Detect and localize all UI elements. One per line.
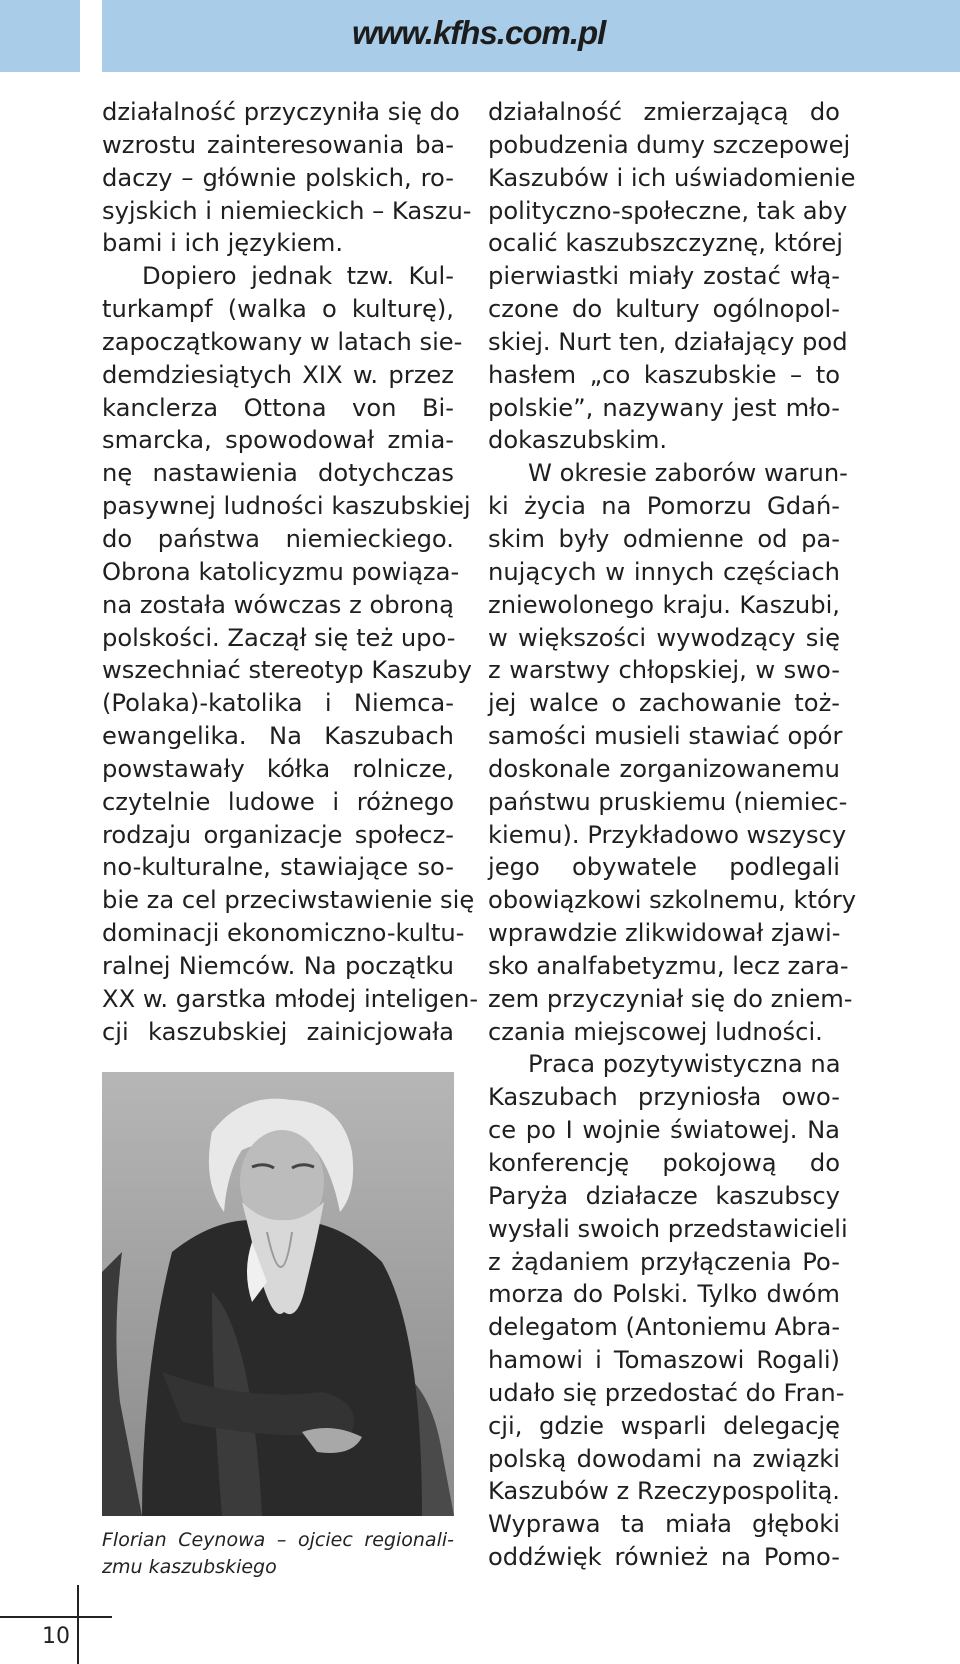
text-line: jego obywatele podlegali	[488, 853, 840, 882]
text-line: ocalić kaszubszczyznę, której	[488, 229, 843, 258]
text-line: na została wówczas z obroną	[102, 590, 454, 619]
text-line: hasłem „co kaszubskie – to	[488, 360, 840, 389]
text-line: obowiązkowi szkolnemu, który	[488, 886, 857, 915]
text-line: nę nastawienia dotychczas	[102, 459, 454, 488]
text-line: polityczno-społeczne, tak aby	[488, 196, 848, 225]
text-line: no-kulturalne, stawiające so-	[102, 853, 454, 882]
text-line: pierwiastki miały zostać włą-	[488, 262, 840, 291]
text-line: Obrona katolicyzmu powiąza-	[102, 557, 460, 586]
text-line: ralnej Niemców. Na początku	[102, 951, 454, 980]
header-left-band	[0, 0, 80, 72]
text-line: czania miejscowej ludności.	[488, 1017, 823, 1046]
caption-line: zmu kaszubskiego	[102, 1556, 277, 1578]
text-line: zapoczątkowany w latach sie-	[102, 327, 463, 356]
text-line: Kaszubów i ich uświadomienie	[488, 163, 856, 192]
text-line: morza do Polski. Tylko dwóm	[488, 1280, 840, 1309]
portrait-illustration	[102, 1072, 454, 1516]
text-line: dokaszubskim.	[488, 426, 668, 455]
text-line: kiemu). Przykładowo wszyscy	[488, 820, 847, 849]
header-url: www.kfhs.com.pl	[352, 14, 606, 51]
text-line: polskie”, nazywany jest mło-	[488, 393, 840, 422]
text-line: turkampf (walka o kulturę),	[102, 295, 454, 324]
text-line: Kaszubach przyniosła owo-	[488, 1083, 840, 1112]
text-line: polskości. Zaczął się też upo-	[102, 623, 456, 652]
text-line: w większości wywodzący się	[488, 623, 840, 652]
text-line: działalność przyczyniła się do	[102, 98, 460, 126]
text-line: wysłali swoich przedstawicieli	[488, 1214, 848, 1243]
text-line: rodzaju organizacje społecz-	[102, 820, 454, 849]
text-line: czone do kultury ogólnopol-	[488, 295, 840, 324]
text-line: pobudzenia dumy szczepowej	[488, 130, 851, 159]
text-line: ewangelika. Na Kaszubach	[102, 722, 454, 751]
text-line: bie za cel przeciwstawienie się	[102, 886, 475, 915]
text-line: wszechniać stereotyp Kaszuby	[102, 656, 472, 685]
text-line: W okresie zaborów warun-	[528, 459, 848, 488]
text-line: oddźwięk również na Pomo-	[488, 1543, 840, 1572]
text-line: powstawały kółka rolnicze,	[102, 754, 454, 783]
text-line: z warstwy chłopskiej, w swo-	[488, 656, 840, 685]
text-line: delegatom (Antoniemu Abra-	[488, 1313, 841, 1342]
text-line: działalność zmierzającą do	[488, 98, 840, 126]
text-line: Dopiero jednak tzw. Kul-	[142, 262, 454, 291]
text-line: hamowi i Tomaszowi Rogali)	[488, 1346, 840, 1375]
text-line: demdziesiątych XIX w. przez	[102, 360, 454, 389]
caption-line: Florian Ceynowa – ojciec regionali-	[102, 1529, 454, 1551]
portrait-photo	[102, 1072, 454, 1516]
text-line: Kaszubów z Rzeczypospolitą.	[488, 1477, 840, 1506]
text-line: kanclerza Ottona von Bi-	[102, 393, 454, 422]
text-line: Praca pozytywistyczna na	[528, 1050, 841, 1079]
text-line: skiej. Nurt ten, działający pod	[488, 327, 848, 356]
text-line: samości musieli stawiać opór	[488, 722, 843, 751]
text-line: sko analfabetyzmu, lecz zara-	[488, 951, 849, 980]
text-line: syjskich i niemieckich – Kaszu-	[102, 196, 472, 225]
text-line: bami i ich językiem.	[102, 229, 344, 258]
crop-mark-vertical	[77, 1585, 79, 1664]
text-line: Wyprawa ta miała głęboki	[488, 1510, 840, 1539]
text-line: daczy – głównie polskich, ro-	[102, 163, 454, 192]
crop-mark-horizontal	[0, 1616, 112, 1618]
text-line: cji, gdzie wsparli delegację	[488, 1411, 840, 1440]
text-line: z żądaniem przyłączenia Po-	[488, 1247, 840, 1276]
page-number: 10	[42, 1624, 70, 1649]
text-line: konferencję pokojową do	[488, 1149, 840, 1177]
text-line: XX w. garstka młodej inteligen-	[102, 984, 479, 1013]
text-line: zniewolonego kraju. Kaszubi,	[488, 590, 840, 619]
left-text-column	[102, 96, 479, 1048]
text-line: wprawdzie zlikwidował zjawi-	[488, 919, 841, 948]
text-line: smarcka, spowodował zmia-	[102, 426, 454, 455]
text-line: (Polaka)-katolika i Niemca-	[102, 689, 454, 718]
text-line: państwu pruskiemu (niemiec-	[488, 787, 848, 816]
right-text-column	[488, 96, 857, 1574]
text-line: cji kaszubskiej zainicjowała	[102, 1017, 454, 1046]
text-line: udało się przedostać do Fran-	[488, 1378, 845, 1407]
photo-caption	[102, 1527, 454, 1581]
text-line: czytelnie ludowe i różnego	[102, 787, 454, 816]
text-line: pasywnej ludności kaszubskiej	[102, 492, 471, 521]
text-line: dominacji ekonomiczno-kultu-	[102, 919, 465, 948]
text-line: ce po I wojnie światowej. Na	[488, 1116, 840, 1145]
text-line: skim były odmienne od pa-	[488, 524, 840, 553]
text-line: jej walce o zachowanie toż-	[488, 689, 840, 718]
text-line: polską dowodami na związki	[488, 1444, 840, 1473]
text-line: doskonale zorganizowanemu	[488, 754, 840, 783]
text-line: do państwa niemieckiego.	[102, 524, 454, 553]
text-line: Paryża działacze kaszubscy	[488, 1181, 840, 1210]
text-line: zem przyczyniał się do zniem-	[488, 984, 853, 1013]
text-line: ki życia na Pomorzu Gdań-	[488, 492, 840, 521]
text-line: wzrostu zainteresowania ba-	[102, 130, 454, 159]
text-line: nujących w innych częściach	[488, 557, 840, 586]
